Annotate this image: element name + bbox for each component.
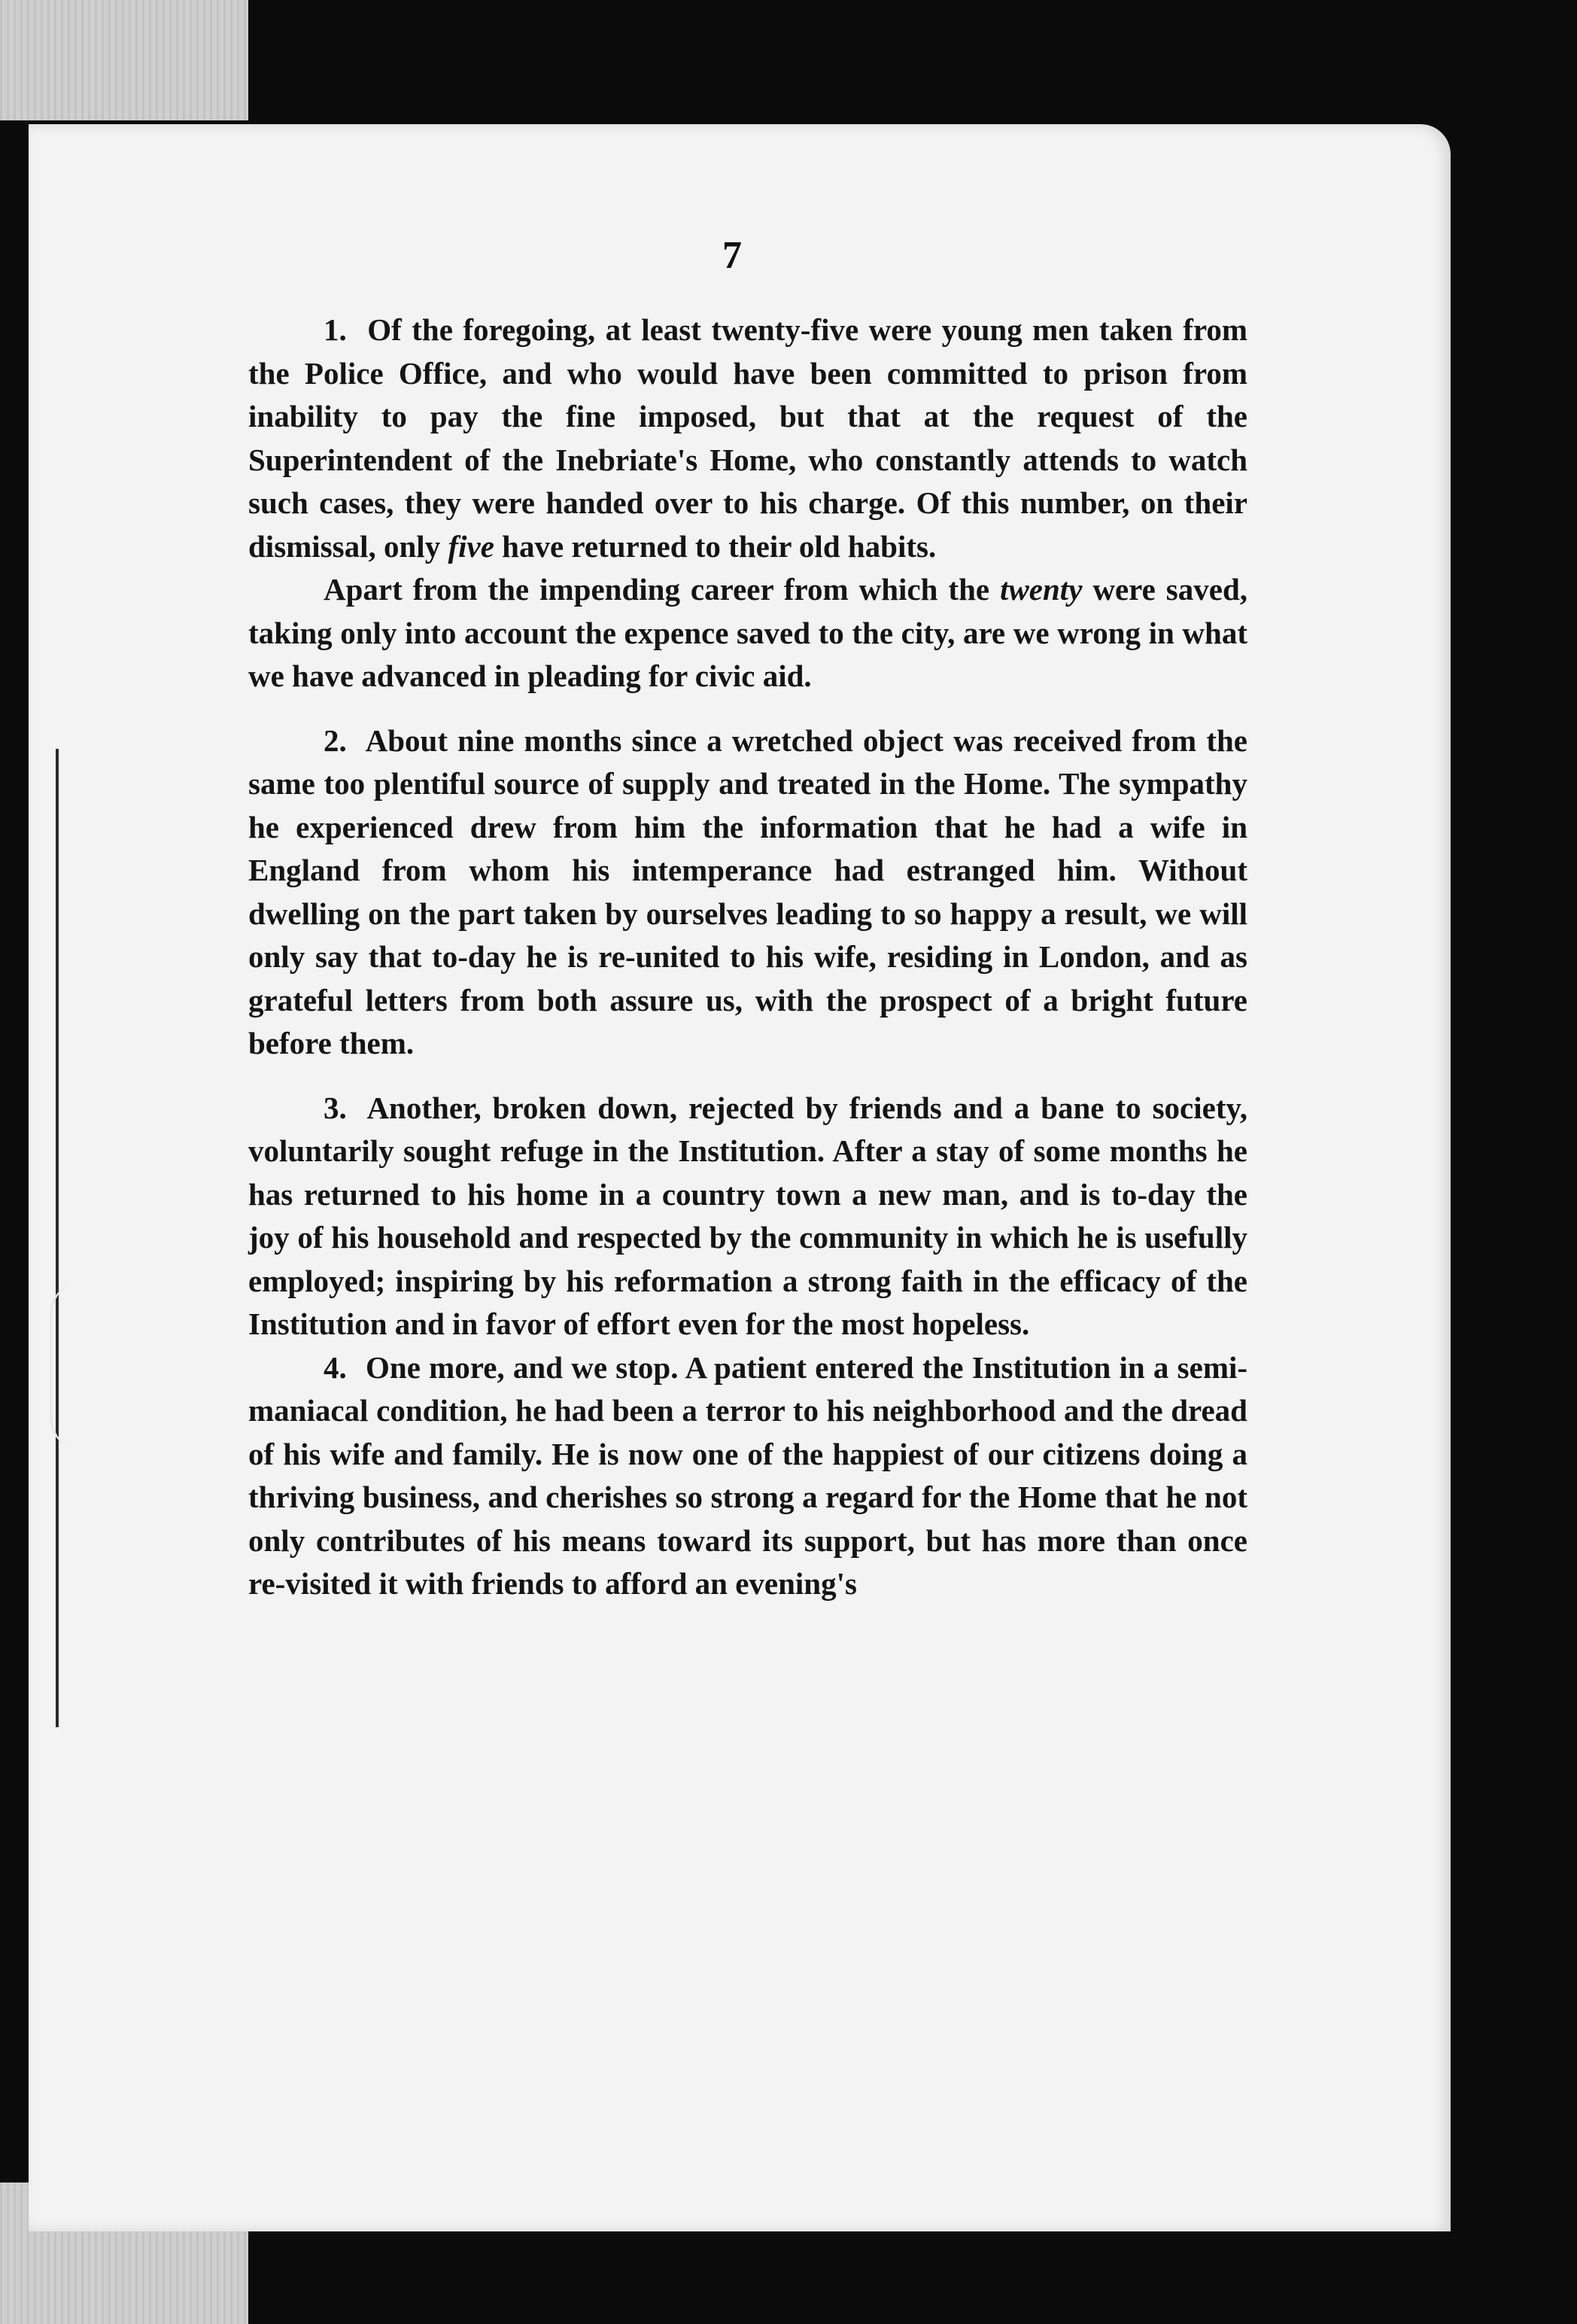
emphasized-word: five: [448, 528, 494, 564]
paragraph-number: 4.: [324, 1349, 347, 1385]
page-body: [248, 309, 1247, 1606]
paragraph-text: One more, and we stop. A patient entered the Institution in a semi-maniacal condition, he had been a terror to his neighborhood and the dread of his wife and family. He is now one of the happiest of our citizens doing a thriving business, and cherishes so strong a regard for the Home that he not only contributes of his means toward its support, but has more than once re-visited it with friends to afford an evening's: [248, 1349, 1248, 1601]
paragraph-number: 1.: [324, 312, 347, 347]
binding-thread: [50, 1283, 113, 1449]
paragraph-text-tail: were saved, taking only into account the expence saved to the city, are we wrong in what we have advanced in pleading for civic aid.: [248, 572, 1248, 693]
paragraph-text: About nine months since a wretched object was received from the same too plentiful source of supply and treated in the Home. The sympathy he experienced drew from him the information that he had a wife in England from whom his intemperance had estranged him. Without dwelling on the part taken by ourselves leading to so happy a result, we will only say that to-day he is re-united to his wife, residing in London, and as grateful letters from both assure us, with the prospect of a bright future before them.: [248, 722, 1247, 1060]
paragraph-apart: [248, 568, 1247, 698]
paragraph-3: [248, 1087, 1247, 1346]
binding-stitch: [56, 749, 59, 1727]
emphasized-word: twenty: [1000, 572, 1083, 607]
paragraph-text: Another, broken down, rejected by friends and a bane to society, voluntarily sought refuge in the Institution. After a stay of some months he has returned to his home in a country town a new man, and is to-day the joy of his household and respected by the community in which he is usefully employed; inspiring by his reformation a strong faith in the efficacy of the Institution and in favor of effort even for the most hopeless.: [248, 1090, 1247, 1341]
paragraph-2: [248, 719, 1247, 1066]
page-number: 7: [722, 234, 742, 277]
paragraph-text-tail: have returned to their old habits.: [502, 528, 937, 564]
paragraph-number: 2.: [324, 722, 347, 758]
paragraph-text: Of the foregoing, at least twenty-five were young men taken from the Police Office, and who would have been committed to prison from inability to pay the fine imposed, but that at the request of the Superintendent of the Inebriate's Home, who constantly attends to watch such cases, they were handed over to his charge. Of this number, on their dismissal, only: [248, 312, 1248, 564]
binding-strip-top: [0, 0, 248, 120]
paragraph-4: [248, 1346, 1247, 1606]
paragraph-number: 3.: [324, 1090, 347, 1125]
paragraph-text: Apart from the impending career from which the: [324, 572, 990, 607]
paragraph-1: [248, 309, 1247, 568]
